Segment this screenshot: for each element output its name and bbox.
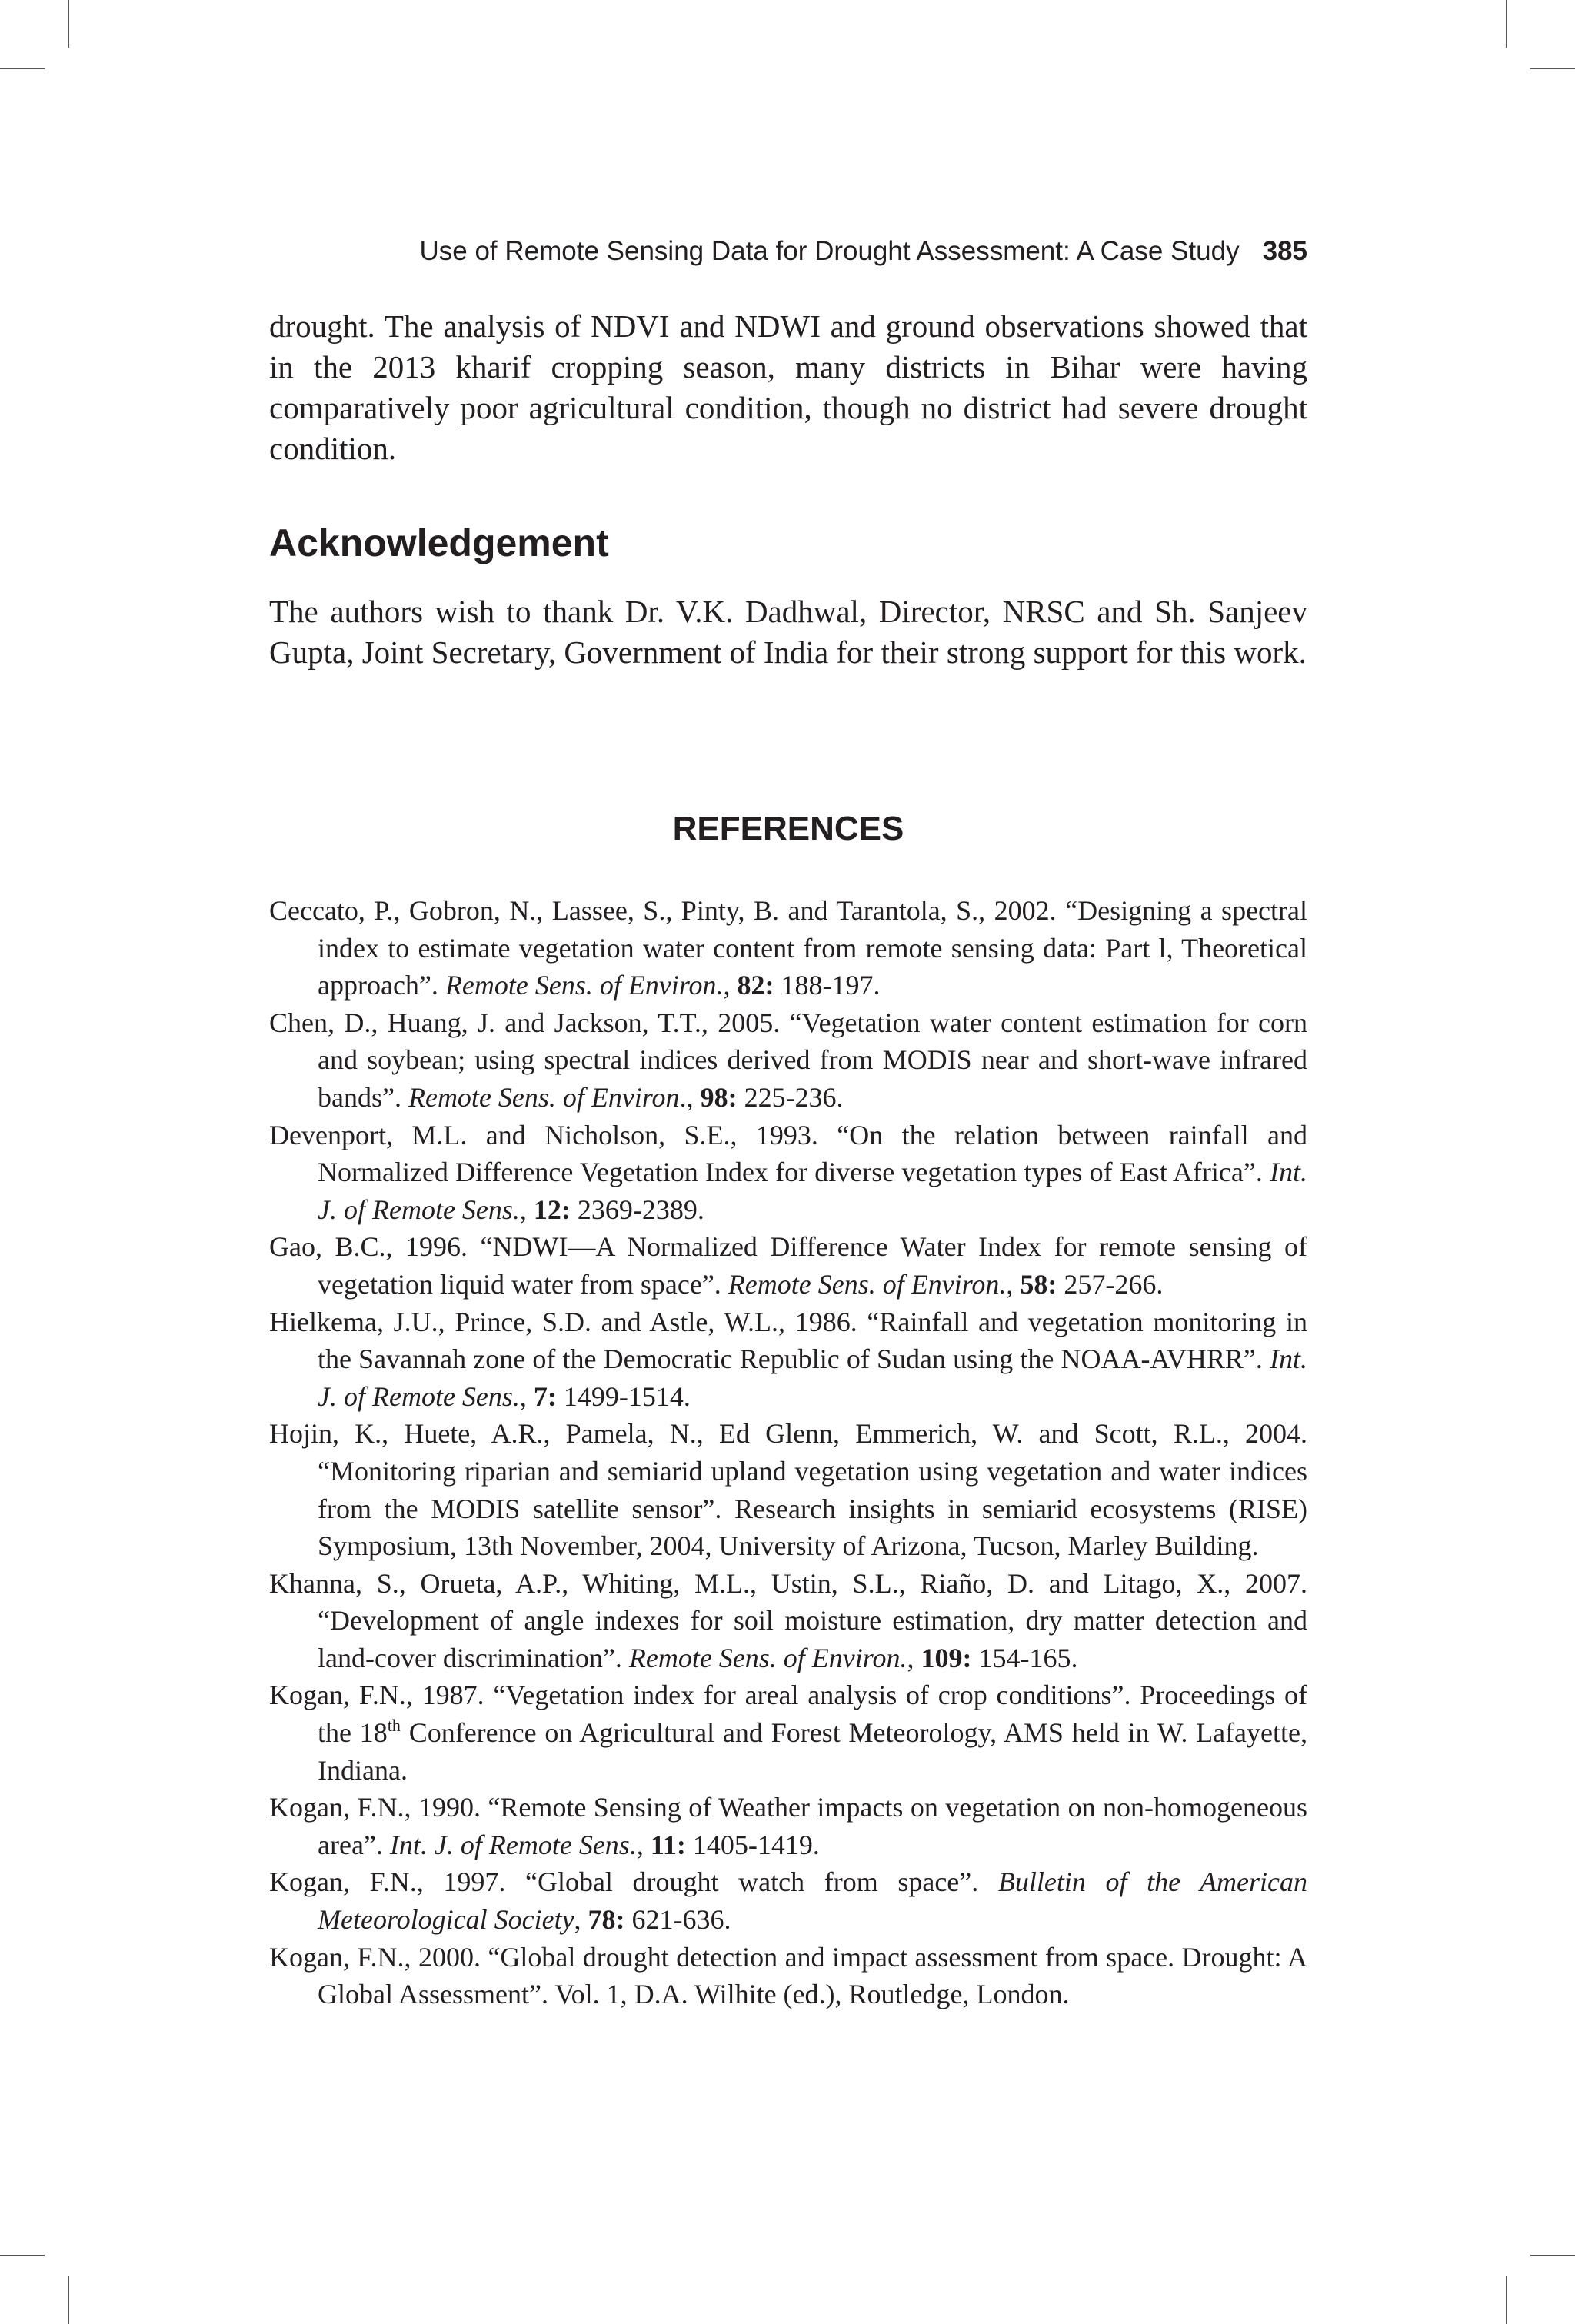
crop-mark-top-left-horizontal bbox=[0, 68, 45, 69]
reference-item-kogan-2000: Kogan, F.N., 2000. “Global drought detection and impact assessment from space. Drought: A Global Assessment”. Vol. 1, D.A. Wilhite (ed.), Routledge, London. bbox=[269, 1941, 1307, 2010]
running-head bbox=[351, 235, 1307, 268]
reference-item-kogan-1990: Kogan, F.N., 1990. “Remote Sensing of Weather impacts on vegetation on non-homogeneous area”. Int. J. of Remote Sens., 11: 1405-1419. bbox=[269, 1792, 1307, 1860]
reference-volume: 11: bbox=[650, 1829, 686, 1860]
reference-volume: 7: bbox=[533, 1380, 557, 1412]
reference-journal: Int. J. of Remote Sens. bbox=[318, 1343, 1308, 1412]
reference-journal: Int. J. of Remote Sens. bbox=[389, 1829, 637, 1860]
conclusion-paragraph: drought. The analysis of NDVI and NDWI and ground observations showed that in the 2013 kharif cropping season, many districts in Bihar were having comparatively poor agricultural condition, though no district had severe drought condition. bbox=[269, 308, 1307, 466]
reference-item-devenport-1993: Devenport, M.L. and Nicholson, S.E., 1993. “On the relation between rainfall and Normalized Difference Vegetation Index for diverse vegetation types of East Africa”. Int. J. of Remote Sens., 12: 2369-2389. bbox=[269, 1119, 1308, 1225]
reference-item-chen-2005: Chen, D., Huang, J. and Jackson, T.T., 2005. “Vegetation water content estimation for corn and soybean; using spectral indices derived from MODIS near and short-wave infrared bands”. Remote Sens. of Environ., 98: 225-236. bbox=[269, 1007, 1307, 1113]
ordinal-superscript: th bbox=[387, 1716, 401, 1736]
reference-journal: Remote Sens. of Environ. bbox=[445, 970, 724, 1001]
reference-volume: 78: bbox=[588, 1904, 625, 1936]
reference-item-kogan-1997: Kogan, F.N., 1997. “Global drought watch from space”. Bulletin of the American Meteorological Society, 78: 621-636. bbox=[269, 1866, 1308, 1936]
crop-mark-top-left-vertical bbox=[68, 0, 69, 48]
acknowledgement-text: The authors wish to thank Dr. V.K. Dadhwal, Director, NRSC and Sh. Sanjeev Gupta, Joint Secretary, Government of India for their strong support for this work. bbox=[269, 594, 1307, 670]
reference-journal: Remote Sens. of Environ bbox=[408, 1081, 680, 1113]
reference-item-kogan-1987: Kogan, F.N., 1987. “Vegetation index for areal analysis of crop conditions”. Proceedings of the 18th Conference on Agricultural and Forest Meteorology, AMS held in W. Lafayette, Indiana. bbox=[269, 1680, 1308, 1786]
reference-journal: Bulletin of the American Meteorological Society bbox=[318, 1866, 1308, 1936]
reference-journal: Remote Sens. of Environ. bbox=[728, 1268, 1007, 1300]
crop-mark-bottom-right-horizontal bbox=[1530, 2255, 1575, 2256]
reference-volume: 58: bbox=[1020, 1268, 1057, 1300]
acknowledgement-heading: Acknowledgement bbox=[269, 521, 609, 564]
reference-volume: 12: bbox=[533, 1194, 571, 1225]
reference-volume: 82: bbox=[737, 970, 774, 1001]
crop-mark-bottom-right-vertical bbox=[1506, 2276, 1507, 2324]
reference-list bbox=[269, 892, 1307, 2013]
reference-volume: 109: bbox=[921, 1642, 972, 1673]
page-number: 385 bbox=[1262, 236, 1307, 266]
reference-journal: Remote Sens. of Environ. bbox=[628, 1642, 907, 1673]
running-head-title: Use of Remote Sensing Data for Drought Assessment: A Case Study bbox=[419, 236, 1240, 266]
references-heading: REFERENCES bbox=[672, 810, 904, 847]
crop-mark-top-right-horizontal bbox=[1530, 68, 1575, 69]
reference-item-ceccato-2002: Ceccato, P., Gobron, N., Lassee, S., Pinty, B. and Tarantola, S., 2002. “Designing a spectral index to estimate vegetation water content from remote sensing data: Part l, Theoretical approach”. Remote Sens. of Environ., 82: 188-197. bbox=[269, 895, 1307, 1001]
reference-item-gao-1996: Gao, B.C., 1996. “NDWI—A Normalized Difference Water Index for remote sensing of vegetation liquid water from space”. Remote Sens. of Environ., 58: 257-266. bbox=[269, 1231, 1307, 1300]
reference-item-hielkema-1986: Hielkema, J.U., Prince, S.D. and Astle, W.L., 1986. “Rainfall and vegetation monitoring in the Savannah zone of the Democratic Republic of Sudan using the NOAA-AVHRR”. Int. J. of Remote Sens., 7: 1499-1514. bbox=[269, 1306, 1308, 1412]
reference-item-hojin-2004: Hojin, K., Huete, A.R., Pamela, N., Ed Glenn, Emmerich, W. and Scott, R.L., 2004. “Monitoring riparian and semiarid upland vegetation using vegetation and water indices from the MODIS satellite sensor”. Research insights in semiarid ecosystems (RISE) Symposium, 13th November, 2004, University of Arizona, Tucson, Marley Building. bbox=[269, 1418, 1307, 1562]
reference-volume: 98: bbox=[700, 1081, 738, 1113]
crop-mark-bottom-left-horizontal bbox=[0, 2255, 45, 2256]
reference-item-khanna-2007: Khanna, S., Orueta, A.P., Whiting, M.L., Ustin, S.L., Riaño, D. and Litago, X., 2007. “Development of angle indexes for soil moisture estimation, dry matter detection and land-cover discrimination”. Remote Sens. of Environ., 109: 154-165. bbox=[269, 1567, 1307, 1673]
crop-mark-bottom-left-vertical bbox=[68, 2276, 69, 2324]
crop-mark-top-right-vertical bbox=[1506, 0, 1507, 48]
reference-journal: Int. J. of Remote Sens. bbox=[318, 1157, 1308, 1225]
